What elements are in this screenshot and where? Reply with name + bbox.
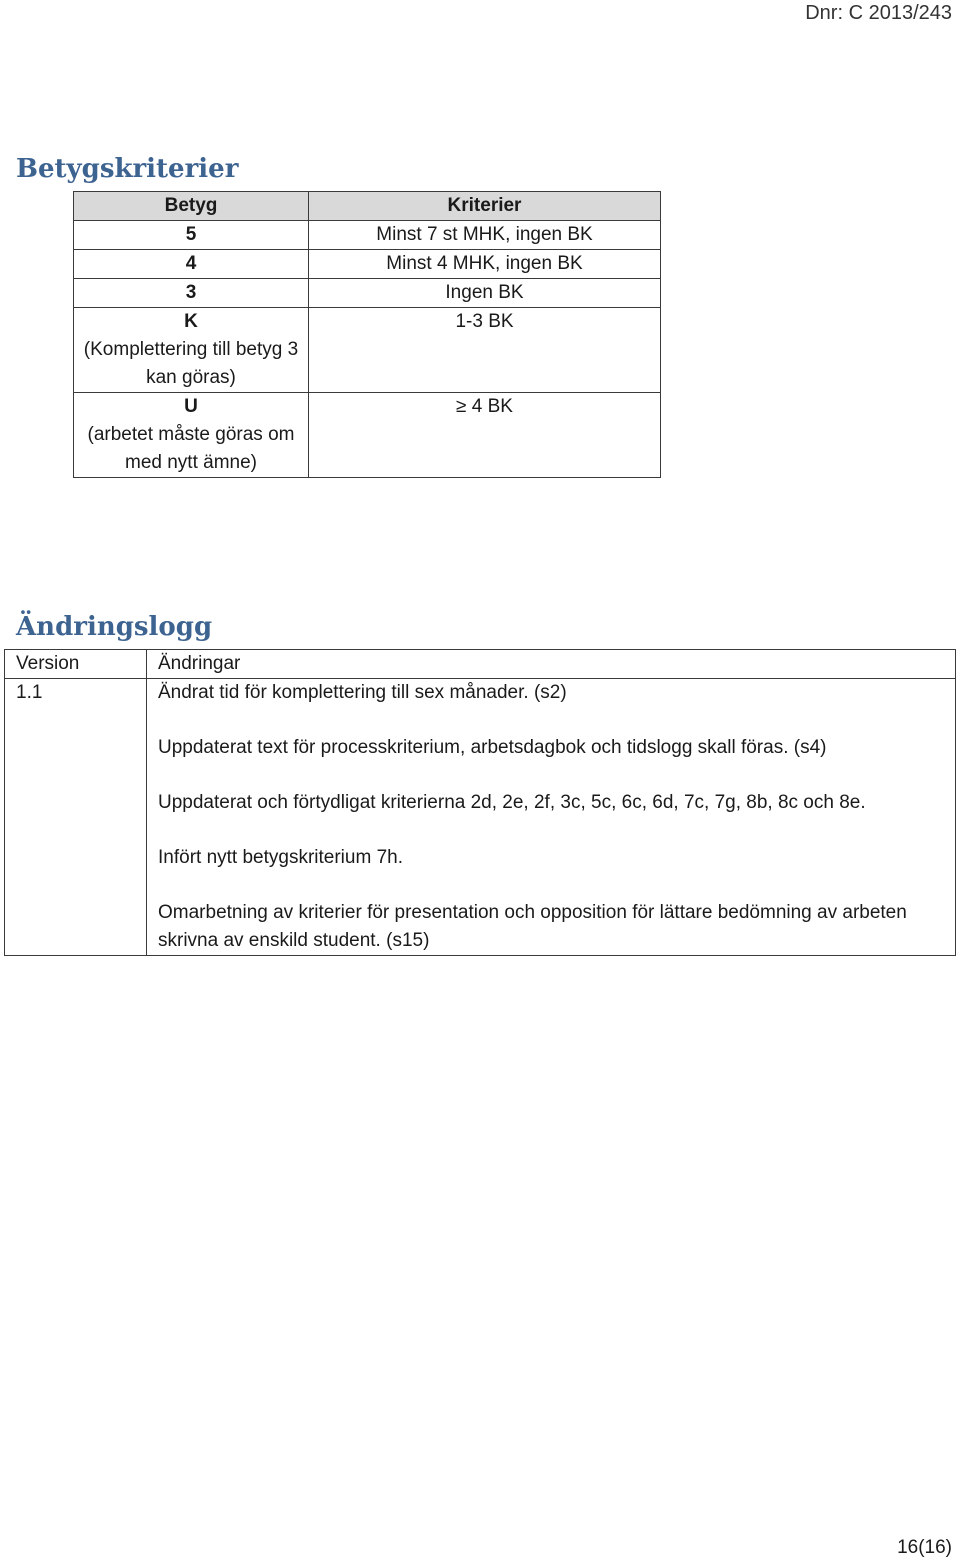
criteria-cell: Minst 4 MHK, ingen BK: [309, 250, 661, 279]
criteria-cell: 1-3 BK: [309, 308, 661, 393]
criteria-cell: Ingen BK: [309, 279, 661, 308]
grade-cell: [74, 308, 309, 393]
grade-note: (arbetet måste göras om med nytt ämne): [87, 424, 295, 473]
grade-code: 5: [185, 224, 197, 245]
column-header-criteria: Kriterier: [309, 192, 661, 221]
criteria-cell: Minst 7 st MHK, ingen BK: [309, 221, 661, 250]
criteria-heading: Betygskriterier: [16, 154, 239, 184]
changelog-heading: Ändringslogg: [16, 612, 213, 642]
grade-cell: [74, 393, 309, 478]
changelog-table: [4, 649, 956, 956]
grade-cell: [74, 250, 309, 279]
table-row: [74, 279, 661, 308]
change-entry: Ändrat tid för komplettering till sex månader. (s2): [158, 682, 567, 703]
column-header-version: Version: [5, 650, 147, 679]
change-entry: Uppdaterat och förtydligat kriterierna 2d, 2e, 2f, 3c, 5c, 6c, 6d, 7c, 7g, 8b, 8c och 8e.: [158, 792, 866, 813]
table-row: [74, 308, 661, 393]
grade-code: U: [184, 396, 198, 417]
column-header-changes: Ändringar: [147, 650, 956, 679]
table-row: [74, 393, 661, 478]
criteria-cell: ≥ 4 BK: [309, 393, 661, 478]
grade-cell: [74, 221, 309, 250]
changes-cell: [147, 679, 956, 956]
criteria-header-row: [74, 192, 661, 221]
grade-note: (Komplettering till betyg 3 kan göras): [83, 339, 299, 388]
version-cell: 1.1: [5, 679, 147, 956]
change-entry: Infört nytt betygskriterium 7h.: [158, 847, 403, 868]
change-entry: Omarbetning av kriterier för presentation och opposition för lättare bedömning av arbeten skrivna av enskild student. (s15): [158, 902, 907, 951]
column-header-grade: Betyg: [74, 192, 309, 221]
changelog-header-row: [5, 650, 956, 679]
grade-code: 4: [185, 253, 197, 274]
page-number: 16(16): [897, 1537, 952, 1558]
grade-cell: [74, 279, 309, 308]
grading-criteria-table: [73, 191, 661, 478]
table-row: [74, 250, 661, 279]
table-row: [74, 221, 661, 250]
grade-code: 3: [185, 282, 197, 303]
table-row: [5, 679, 956, 956]
change-entry: Uppdaterat text för processkriterium, arbetsdagbok och tidslogg skall föras. (s4): [158, 737, 827, 758]
document-number: Dnr: C 2013/243: [805, 2, 952, 24]
grade-code: K: [184, 311, 198, 332]
